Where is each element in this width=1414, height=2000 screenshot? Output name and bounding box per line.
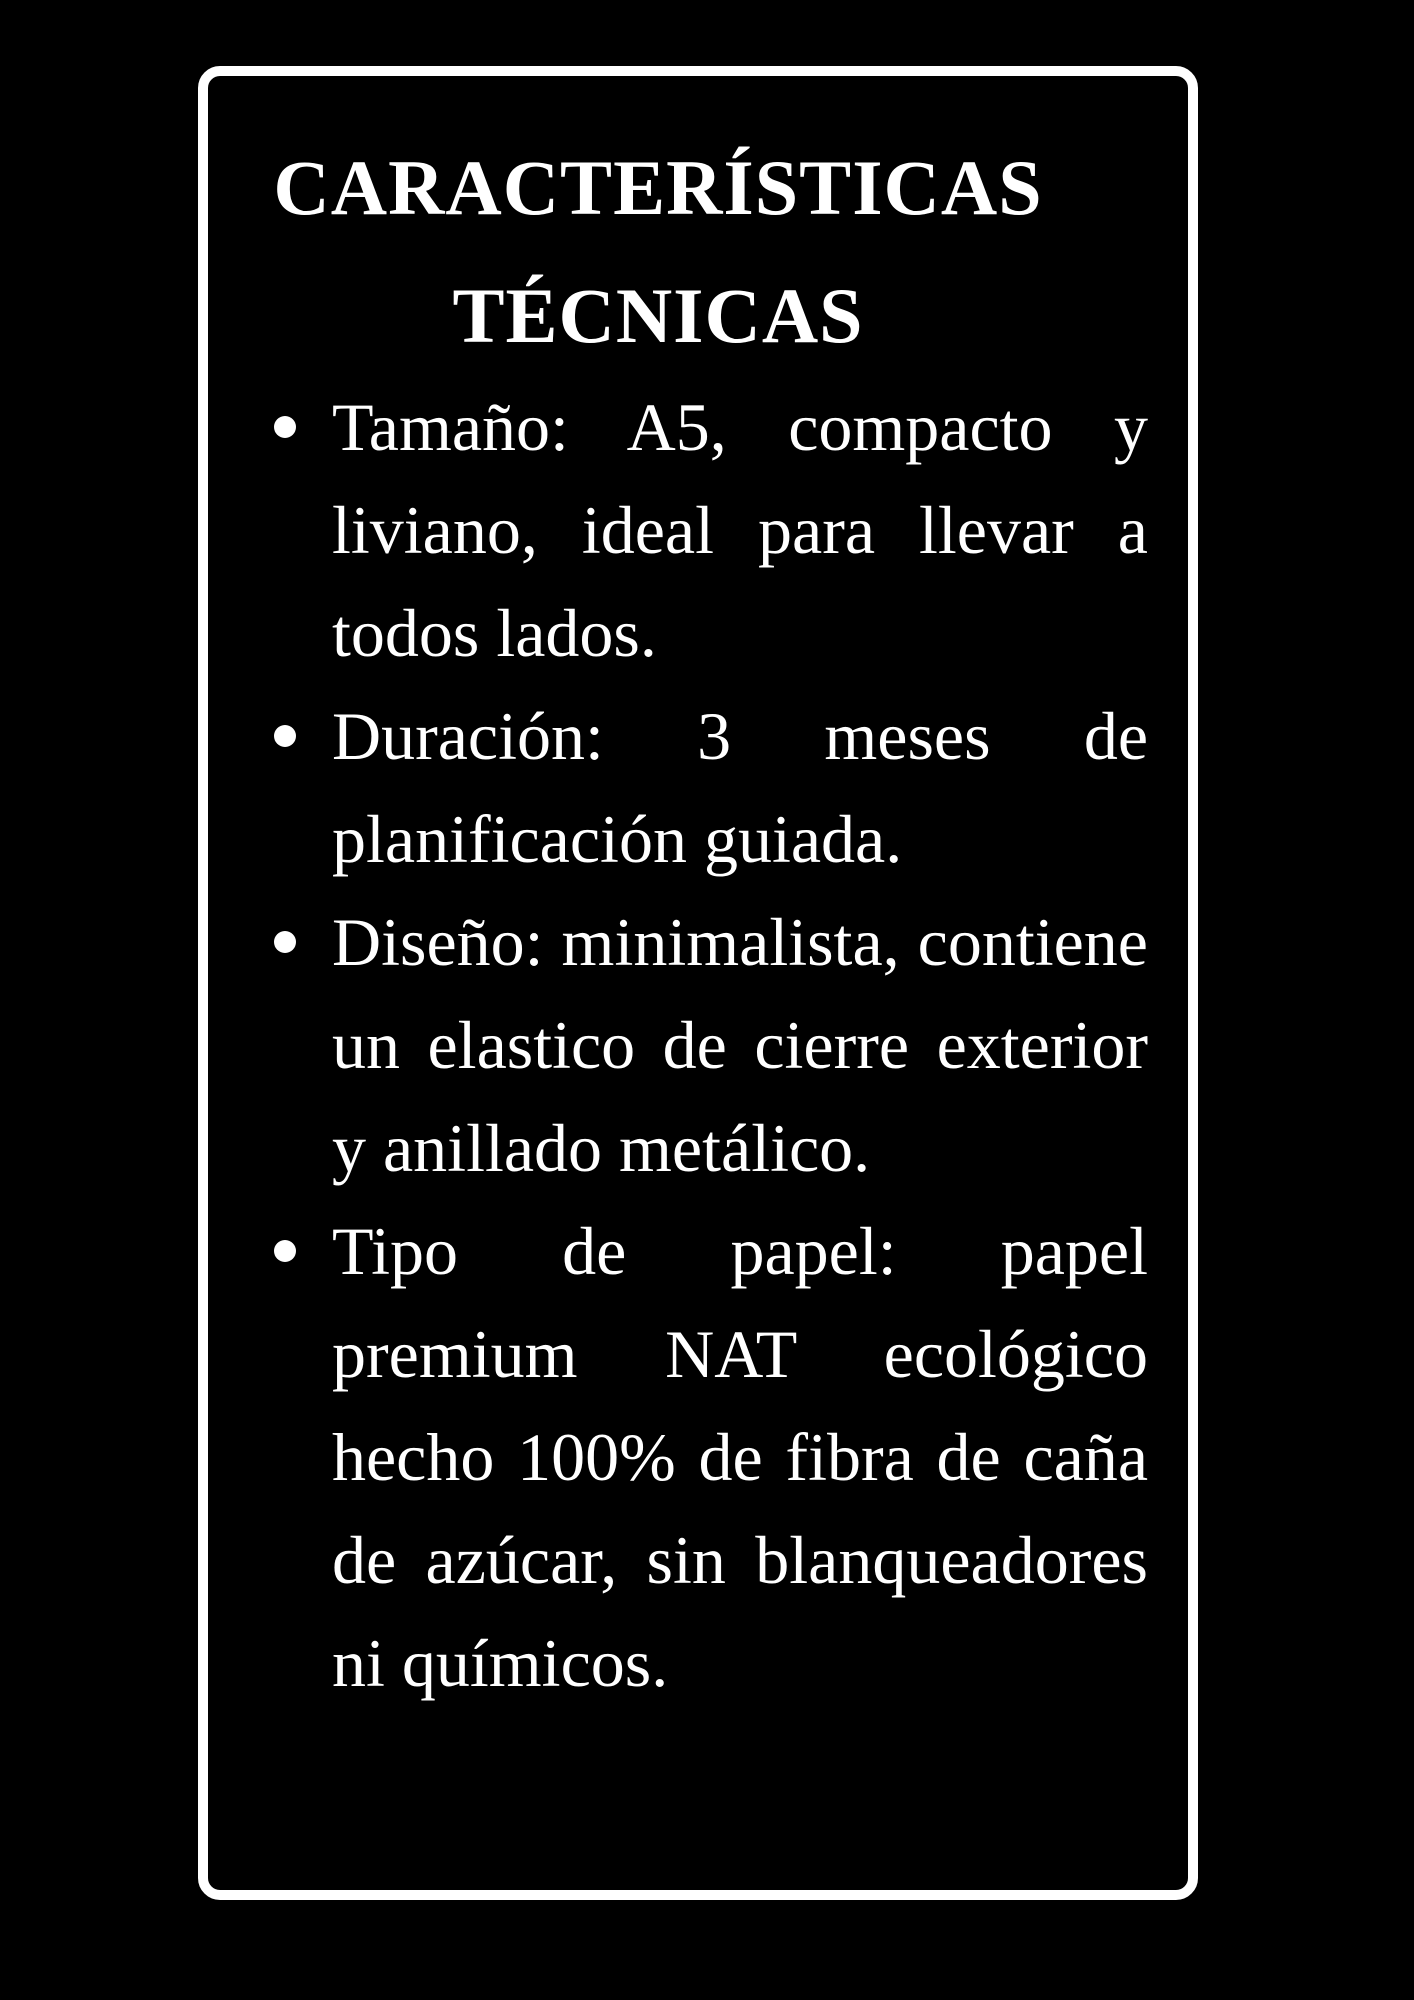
spec-text: Duración: 3 meses de planificación guiada. — [332, 698, 1148, 877]
spec-item-size — [268, 376, 1148, 685]
spec-text: Tamaño: A5, compacto y liviano, ideal para llevar a todos lados. — [332, 389, 1148, 671]
bullet-icon — [274, 416, 296, 438]
spec-item-duration — [268, 685, 1148, 891]
bullet-icon — [274, 931, 296, 953]
spec-text: Diseño: minimalista, contiene un elastico de cierre exterior y anillado metálico. — [332, 904, 1148, 1186]
bullet-icon — [274, 725, 296, 747]
bullet-icon — [274, 1240, 296, 1262]
spec-text: Tipo de papel: papel premium NAT ecológico hecho 100% de fibra de caña de azúcar, sin blanqueadores ni químicos. — [332, 1213, 1148, 1701]
spec-item-design — [268, 891, 1148, 1200]
spec-list — [268, 376, 1148, 1715]
spec-item-paper — [268, 1200, 1148, 1715]
card-title: CARACTERÍSTICAS TÉCNICAS — [273, 144, 1043, 359]
specs-card — [198, 66, 1198, 1900]
